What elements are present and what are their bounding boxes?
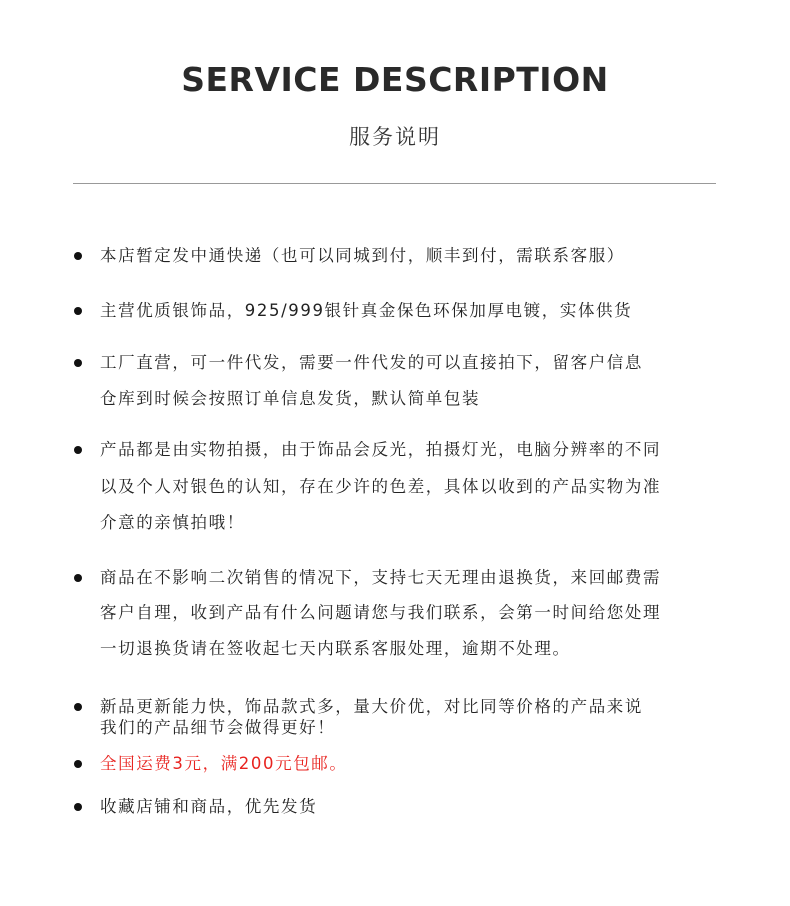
item-text: 工厂直营，可一件代发，需要一件代发的可以直接拍下，留客户信息 (100, 353, 643, 372)
bullet-icon (74, 760, 82, 768)
item-text: 商品在不影响二次销售的情况下，支持七天无理由退换货，来回邮费需 (100, 568, 662, 587)
page-title: SERVICE DESCRIPTION (181, 60, 609, 99)
item-text: 产品都是由实物拍摄，由于饰品会反光，拍摄灯光，电脑分辨率的不同 (100, 440, 662, 459)
item-text: 新品更新能力快，饰品款式多，量大价优，对比同等价格的产品来说 (100, 697, 643, 716)
bullet-icon (74, 803, 82, 811)
item-text: 以及个人对银色的认知，存在少许的色差，具体以收到的产品实物为准 (100, 477, 662, 496)
bullet-icon (74, 574, 82, 582)
bullet-icon (74, 252, 82, 260)
item-text: 客户自理，收到产品有什么问题请您与我们联系，会第一时间给您处理 (100, 603, 662, 622)
divider (73, 183, 716, 184)
item-text: 收藏店铺和商品，优先发货 (100, 797, 318, 816)
item-text: 主营优质银饰品，925/999银针真金保色环保加厚电镀，实体供货 (100, 301, 633, 320)
bullet-icon (74, 359, 82, 367)
bullet-icon (74, 307, 82, 315)
item-text: 本店暂定发中通快递（也可以同城到付，顺丰到付，需联系客服） (100, 246, 625, 265)
item-text: 全国运费3元，满200元包邮。 (100, 754, 348, 773)
item-text: 仓库到时候会按照订单信息发货，默认简单包装 (100, 389, 481, 408)
bullet-icon (74, 703, 82, 711)
item-text: 一切退换货请在签收起七天内联系客服处理，逾期不处理。 (100, 639, 571, 658)
page-subtitle: 服务说明 (349, 125, 441, 149)
item-text: 我们的产品细节会做得更好！ (100, 718, 336, 737)
item-text: 介意的亲慎拍哦！ (100, 513, 245, 532)
bullet-icon (74, 446, 82, 454)
